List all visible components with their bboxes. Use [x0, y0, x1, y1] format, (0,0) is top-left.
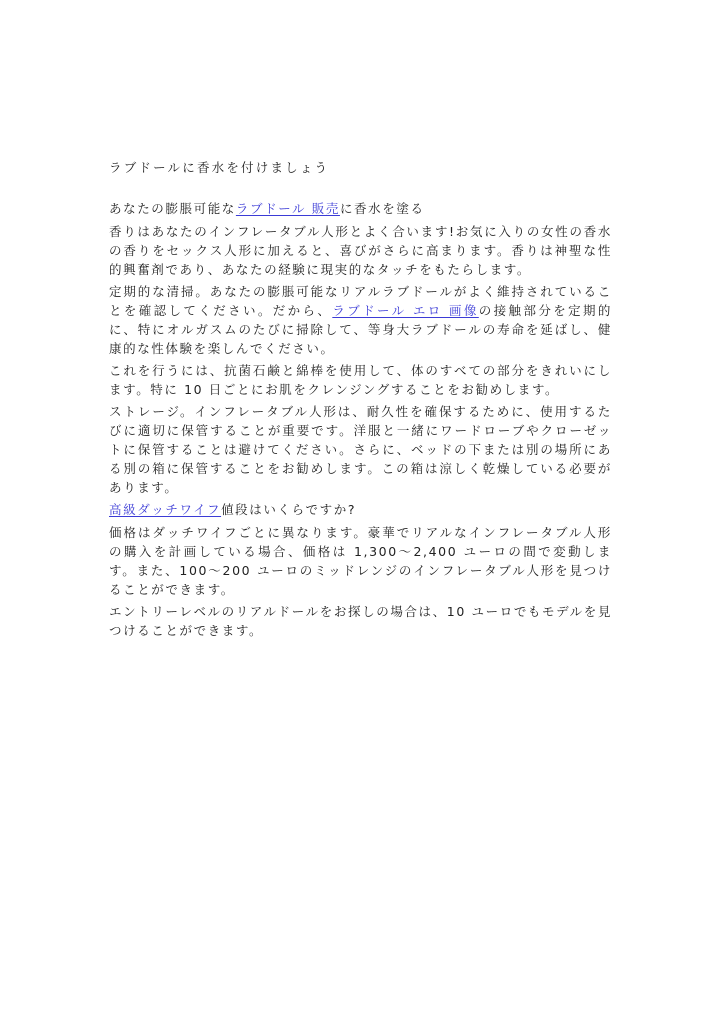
link-luxury-dutch-wife[interactable]: 高級ダッチワイフ — [109, 502, 222, 517]
paragraph-storage: ストレージ。インフレータブル人形は、耐久性を確保するために、使用するたびに適切に保管することが重要です。洋服と一緒にワードローブやクローゼットに保管することは避けてください。さらに、ベッドの下または別の場所にある別の箱に保管することをお勧めします。この箱は涼しく乾燥している必要があります。 — [109, 404, 612, 495]
cleaning-text-pre: 定期的な清掃。あなたの膨脹可能なリアルラブドールがよく維持されていることを確認してください。だから、 — [109, 284, 612, 318]
document-title: ラブドールに香水を付けましょう — [109, 160, 330, 175]
paragraph-price-range: 価格はダッチワイフごとに異なります。豪華でリアルなインフレータブル人形の購入を計画している場合、価格は 1,300〜2,400 ユーロの間で変動します。また、100〜200 ユーロのミッドレンジのインフレータブル人形を見つけることができます。 — [109, 525, 612, 597]
heading-text-pre: あなたの膨脹可能な — [109, 201, 236, 216]
link-love-doll-sale[interactable]: ラブドール 販売 — [235, 201, 340, 216]
paragraph-cleansing: これを行うには、抗菌石鹸と綿棒を使用して、体のすべての部分をきれいにします。特に 10 日ごとにお肌をクレンジングすることをお勧めします。 — [109, 363, 612, 397]
paragraph-entry-level: エントリーレベルのリアルドールをお探しの場合は、10 ユーロでもモデルを見つけることができます。 — [109, 604, 612, 638]
document-body — [109, 157, 612, 643]
paragraph-cleaning — [109, 282, 612, 358]
cleaning-text-post: の接触部分を定期的に、特にオルガスムのたびに掃除して、等身大ラブドールの寿命を延ばし、健康的な性体験を楽しんでください。 — [109, 303, 612, 356]
link-love-doll-images[interactable]: ラブドール エロ 画像 — [332, 303, 479, 318]
price-heading-text: 値段はいくらですか? — [221, 502, 357, 517]
section-heading-price — [109, 500, 612, 519]
section-heading-perfume — [109, 199, 612, 218]
heading-text-post: に香水を塗る — [339, 201, 425, 216]
paragraph-scent: 香りはあなたのインフレータブル人形とよく合います!お気に入りの女性の香水の香りをセックス人形に加えると、喜びがさらに高まります。香りは神聖な性的興奮剤であり、あなたの経験に現実的なタッチをもたらします。 — [109, 224, 612, 277]
